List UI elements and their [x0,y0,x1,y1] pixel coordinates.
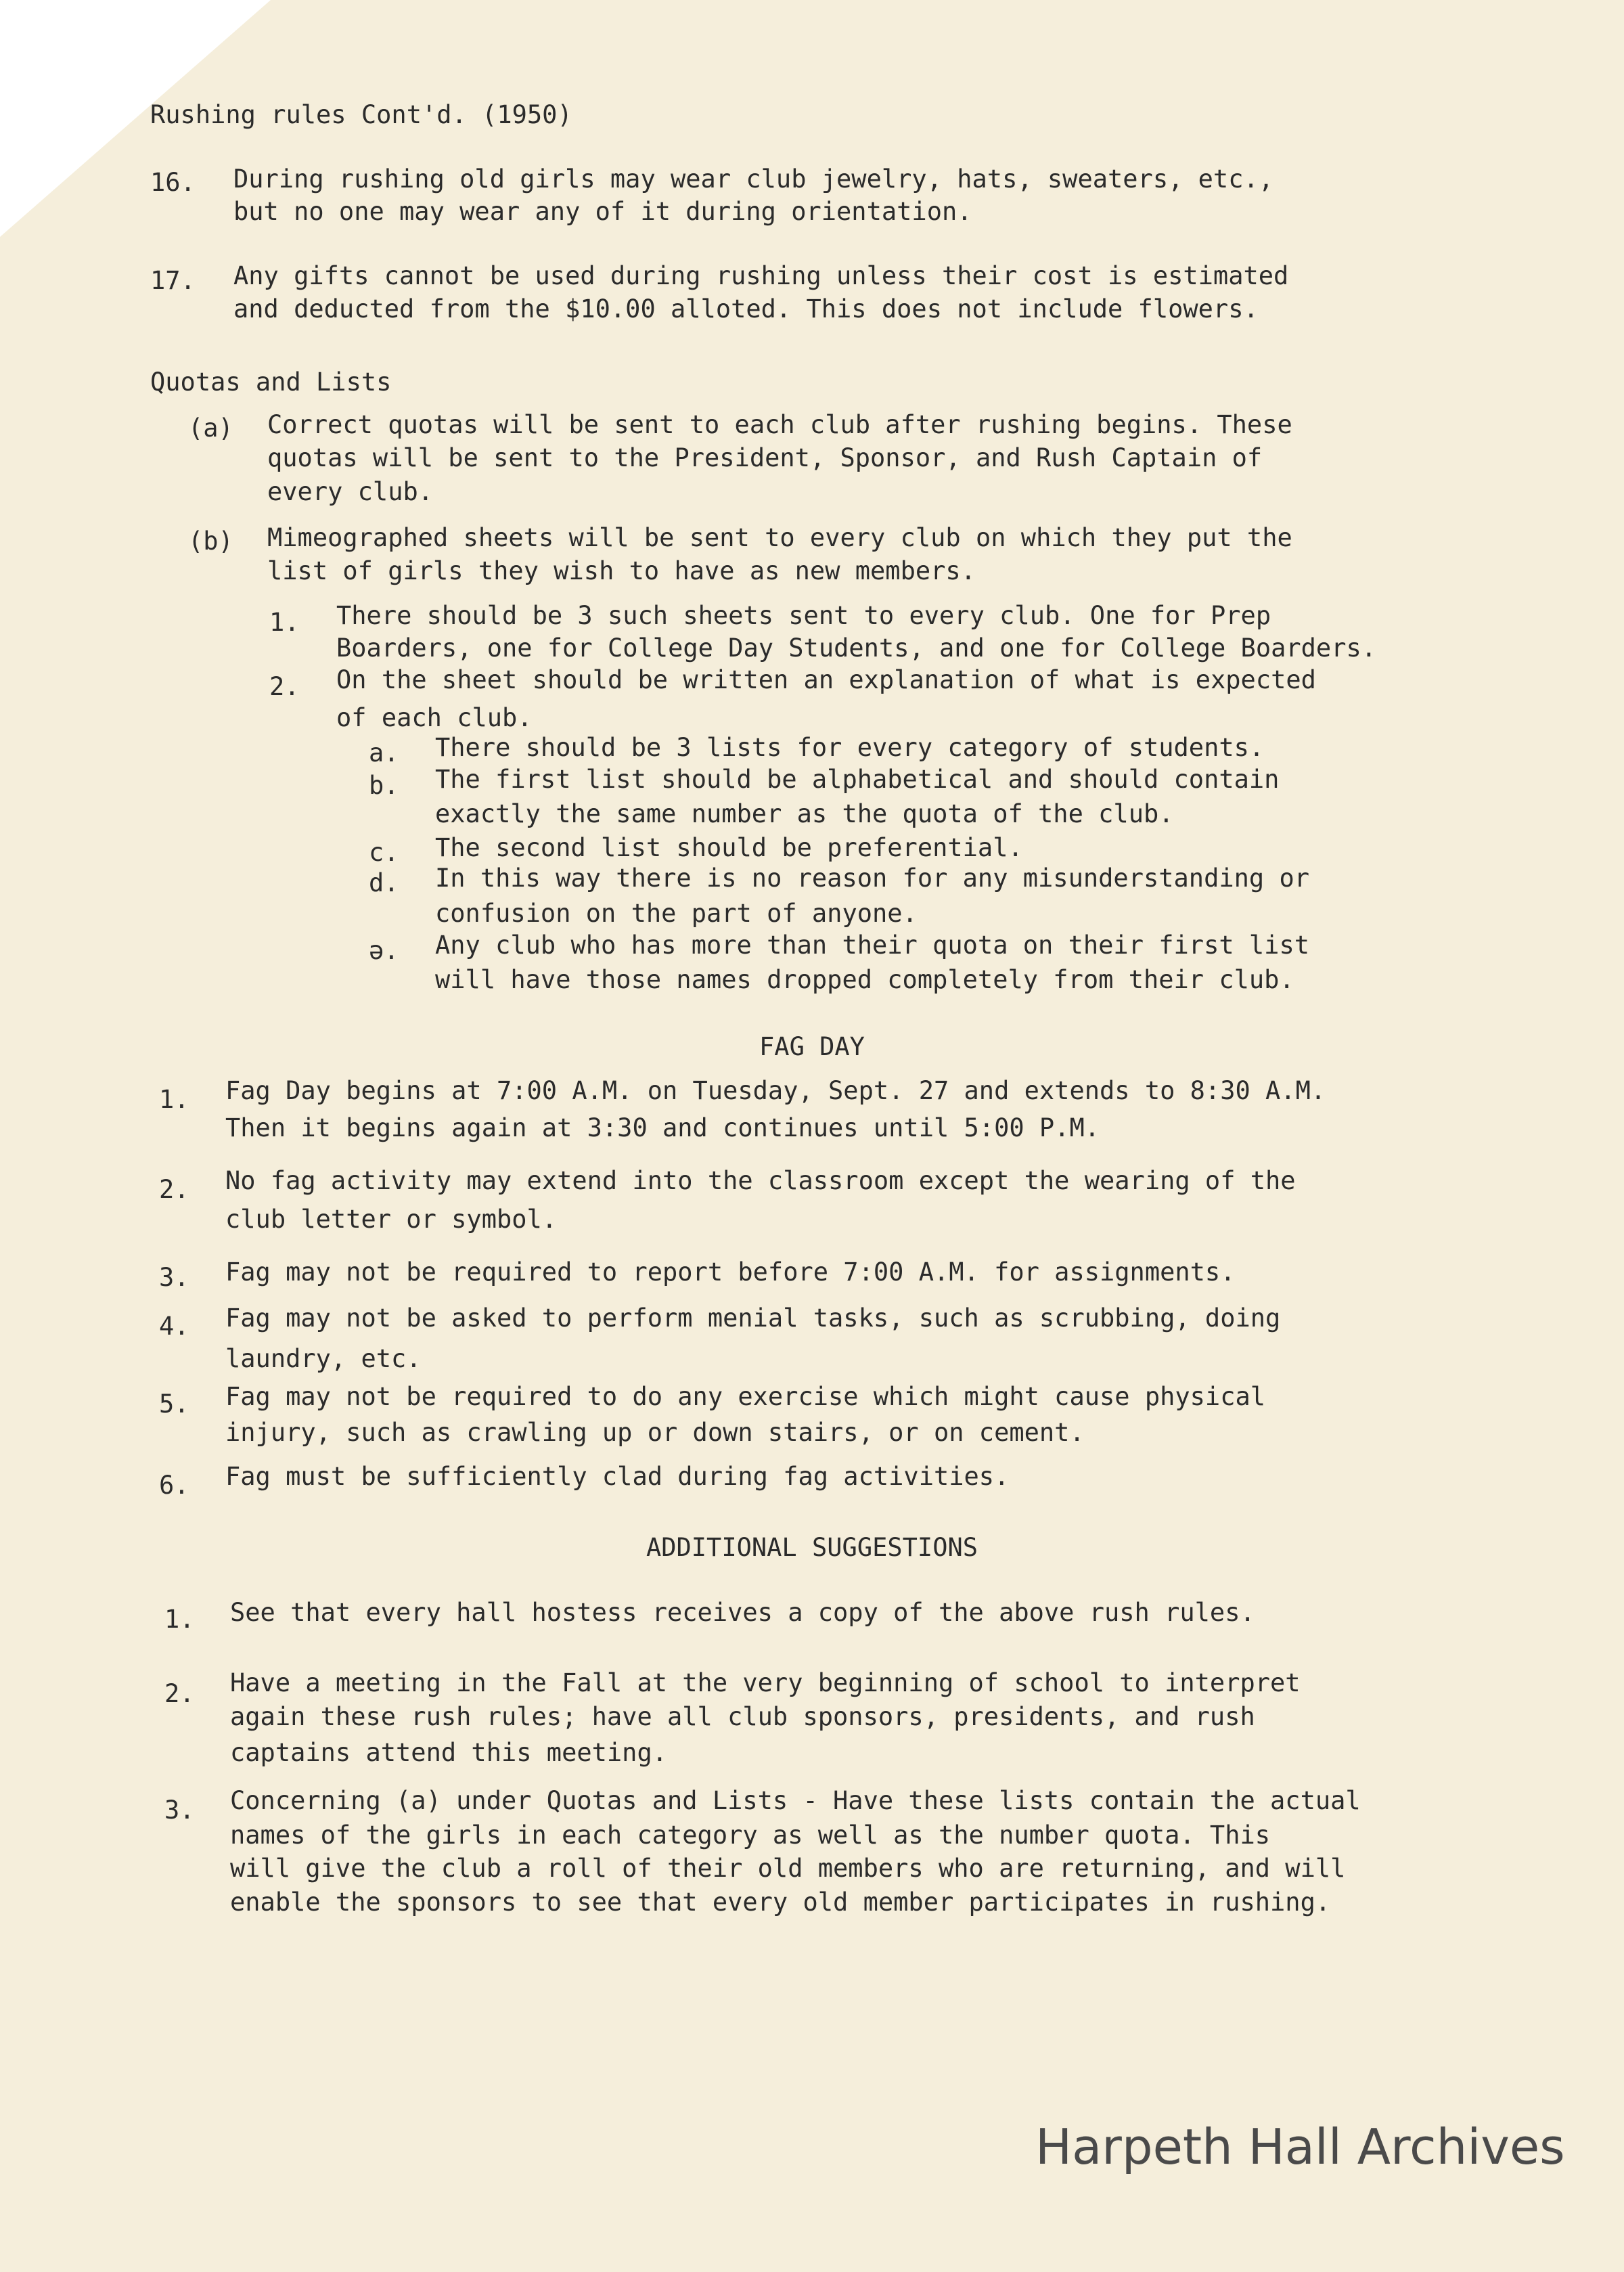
item-label: c. [369,838,399,867]
fag-6-line-1: Fag must be sufficiently clad during fag activities. [225,1462,1010,1491]
item-label: 5. [159,1389,189,1419]
fag-5-line-2: injury, such as crawling up or down stairs, or on cement. [225,1418,1085,1447]
item-label: 1. [159,1085,189,1114]
archive-watermark: Harpeth Hall Archives [1035,2118,1565,2175]
add-3-line-2: names of the girls in each category as well as the number quota. This [230,1821,1271,1850]
fag-4-line-1: Fag may not be asked to perform menial tasks, such as scrubbing, doing [225,1304,1281,1333]
quotas-b2-line-2: of each club. [336,703,533,732]
rule-number: 16. [150,168,196,197]
sub-b-line-2: exactly the same number as the quota of the club. [435,799,1174,828]
sub-c-line-1: The second list should be preferential. [435,833,1023,862]
sub-d-line-1: In this way there is no reason for any misunderstanding or [435,864,1310,893]
quotas-b-line-2: list of girls they wish to have as new members. [267,556,976,585]
item-label: ə. [369,936,399,965]
page-header: Rushing rules Cont'd. (1950) [150,100,572,129]
add-2-line-3: captains attend this meeting. [230,1738,668,1767]
rule-17-line-1: Any gifts cannot be used during rushing unless their cost is estimated [233,261,1289,290]
quotas-b-line-1: Mimeographed sheets will be sent to every club on which they put the [267,523,1292,552]
fag-1-line-2: Then it begins again at 3:30 and continues until 5:00 P.M. [225,1113,1100,1142]
fag-4-line-2: laundry, etc. [225,1344,422,1373]
item-label: b. [369,771,399,800]
add-3-line-1: Concerning (a) under Quotas and Lists - Have these lists contain the actual [230,1786,1361,1815]
sub-e-line-1: Any club who has more than their quota on their first list [435,931,1310,960]
fag-5-line-1: Fag may not be required to do any exercise which might cause physical [225,1382,1266,1411]
fag-2-line-1: No fag activity may extend into the classroom except the wearing of the [225,1166,1296,1195]
item-label: 2. [164,1679,195,1708]
item-label: 1. [164,1605,195,1634]
add-2-line-1: Have a meeting in the Fall at the very beginning of school to interpret [230,1668,1301,1697]
additional-heading: ADDITIONAL SUGGESTIONS [646,1533,978,1562]
quotas-b1-line-1: There should be 3 such sheets sent to every club. One for Prep [336,601,1271,630]
sub-d-line-2: confusion on the part of anyone. [435,899,918,928]
item-label: 3. [164,1796,195,1825]
rule-16-line-2: but no one may wear any of it during orientation. [233,197,972,226]
quotas-a-line-2: quotas will be sent to the President, Sponsor, and Rush Captain of [267,443,1263,472]
add-2-line-2: again these rush rules; have all club sponsors, presidents, and rush [230,1702,1255,1731]
item-label: d. [369,868,399,897]
fag-day-heading: FAG DAY [759,1032,865,1061]
quotas-b1-line-2: Boarders, one for College Day Students, and one for College Boarders. [336,633,1377,663]
quotas-a-line-1: Correct quotas will be sent to each club after rushing begins. These [267,410,1292,439]
item-label: 1. [269,608,300,637]
rule-number: 17. [150,266,196,295]
sub-e-line-2: will have those names dropped completely from their club. [435,965,1294,994]
add-3-line-3: will give the club a roll of their old members who are returning, and will [230,1854,1346,1883]
item-label: 3. [159,1263,189,1292]
quotas-b2-line-1: On the sheet should be written an explanation of what is expected [336,665,1316,694]
quotas-heading: Quotas and Lists [150,367,392,397]
rule-17-line-2: and deducted from the $10.00 alloted. This does not include flowers. [233,294,1259,324]
item-label: 2. [159,1175,189,1204]
quotas-a-line-3: every club. [267,477,434,506]
item-label: 4. [159,1312,189,1341]
item-label: (a) [188,414,233,443]
item-label: 6. [159,1471,189,1500]
sub-a-line-1: There should be 3 lists for every category of students. [435,733,1265,762]
item-label: 2. [269,672,300,701]
fag-2-line-2: club letter or symbol. [225,1205,558,1234]
item-label: a. [369,738,399,767]
add-1-line-1: See that every hall hostess receives a copy of the above rush rules. [230,1598,1255,1627]
item-label: (b) [188,527,233,556]
fag-3-line-1: Fag may not be required to report before 7:00 A.M. for assignments. [225,1257,1236,1287]
sub-b-line-1: The first list should be alphabetical and should contain [435,765,1280,794]
fag-1-line-1: Fag Day begins at 7:00 A.M. on Tuesday, Sept. 27 and extends to 8:30 A.M. [225,1076,1326,1105]
rule-16-line-1: During rushing old girls may wear club jewelry, hats, sweaters, etc., [233,164,1274,194]
add-3-line-4: enable the sponsors to see that every old member participates in rushing. [230,1888,1331,1917]
